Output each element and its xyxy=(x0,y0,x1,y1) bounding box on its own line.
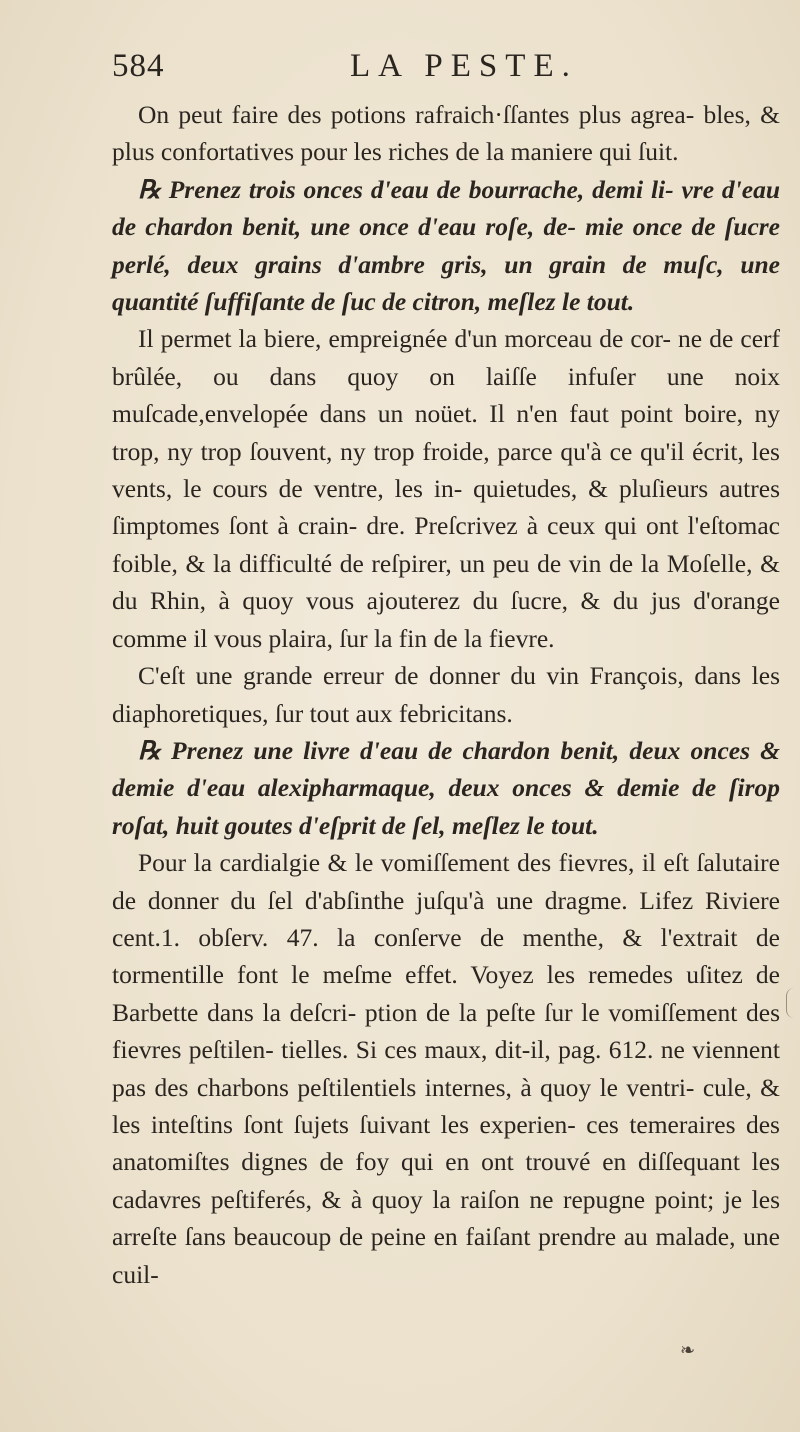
paragraph-2: Il permet la biere, empreignée d'un morceau de cor- ne de cerf brûlée, ou dans quoy on laiſſe infuſer une noix muſcade,envelopée dans un noüet. Il n'en faut point boire, ny trop, ny trop ſouvent, ny trop froide, parce qu'à ce qu'il écrit, les vents, le cours de ventre, les in- quietudes, & pluſieurs autres ſimptomes ſont à crain- dre. Preſcrivez à ceux qui ont l'eſtomac foible, & la difficulté de reſpirer, un peu de vin de la Moſelle, & du Rhin, à quoy vous ajouterez du ſucre, & du jus d'orange comme il vous plaira, ſur la fin de la fievre. xyxy=(112,324,780,653)
paragraph-1: On peut faire des potions rafraich·ſſantes plus agrea- bles, & plus confortatives pour les riches de la maniere qui ſuit. xyxy=(112,100,780,167)
recipe-1: ℞ Prenez trois onces d'eau de bourrache, demi li- vre d'eau de chardon benit, une once d'eau roſe, de- mie once de ſucre perlé, deux grains d'ambre gris, un grain de muſc, une quantité ſuffiſante de ſuc de citron, meſlez le tout. xyxy=(112,174,780,317)
running-title: LA PESTE. xyxy=(350,48,578,84)
paragraph-4: Pour la cardialgie & le vomiſſement des fievres, il eſt ſalutaire de donner du ſel d'abſinthe juſqu'à une dragme. Lifez Riviere cent.1. obſerv. 47. la conſerve de menthe, & l'extrait de tormentille font le meſme effet. Voyez les remedes uſitez de Barbette dans la deſcri- ption de la peſte ſur le vomiſſement des fievres peſtilen- tielles. Si ces maux, dit-il, pag. 612. ne viennent pas des charbons peſtilentiels internes, à quoy le ventri- cule, & les inteſtins ſont ſujets ſuivant les experien- ces temeraires des anatomiſtes dignes de foy qui en ont trouvé en diſſequant les cadavres peſtiferés, & à quoy la raiſon ne repugne point; je les arreſte ſans beaucoup de peine en faiſant prendre au malade, une cuil- xyxy=(112,848,780,1289)
body-text xyxy=(112,96,780,1293)
page-header xyxy=(112,44,752,94)
recipe-2: ℞ Prenez une livre d'eau de chardon benit, deux onces & demie d'eau alexipharmaque, deux onces & demie de ſirop roſat, huit goutes d'eſprit de ſel, meſlez le tout. xyxy=(112,735,780,840)
page-number: 584 xyxy=(112,48,165,84)
margin-mark xyxy=(786,988,797,1018)
page-ornament: ❧ xyxy=(680,1340,696,1360)
paragraph-3: C'eſt une grande erreur de donner du vin François, dans les diaphoretiques, ſur tout aux febricitans. xyxy=(112,661,780,728)
